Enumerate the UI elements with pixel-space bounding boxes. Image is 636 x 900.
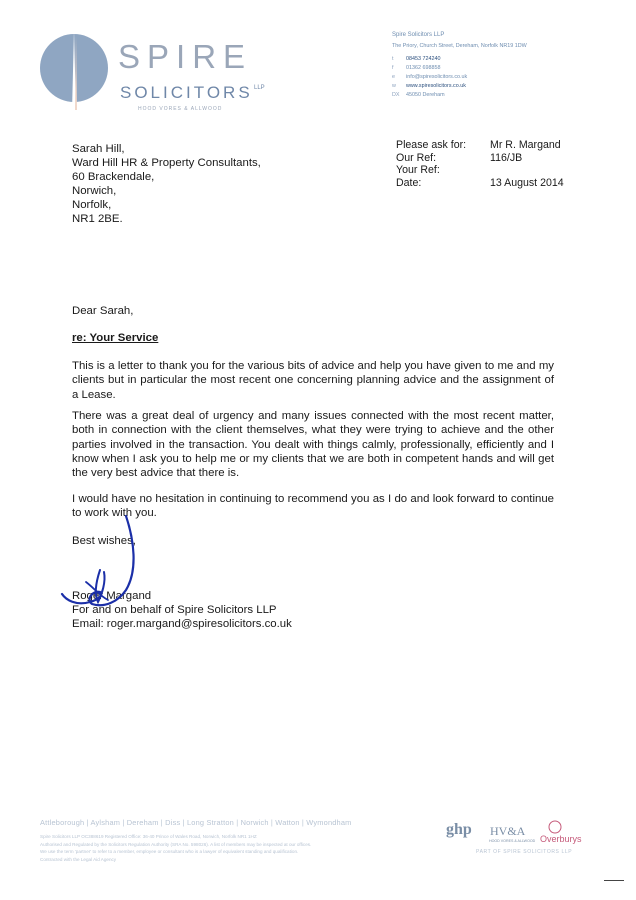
reference-label: Your Ref: xyxy=(396,164,440,177)
part-of-note: PART OF SPIRE SOLICITORS LLP xyxy=(476,849,573,855)
contact-label: e xyxy=(392,74,395,81)
contact-row xyxy=(392,55,622,64)
contact-row xyxy=(392,91,622,100)
overburys-emblem-icon xyxy=(547,820,563,834)
signatory-name: Roger Margand xyxy=(72,590,152,602)
firm-name: Spire Solicitors LLP xyxy=(392,32,445,38)
contact-block xyxy=(392,32,622,100)
signatory-email: Email: roger.margand@spiresolicitors.co.uk xyxy=(72,618,292,630)
recipient-line: 60 Brackendale, xyxy=(72,171,155,183)
recipient-line: Ward Hill HR & Property Consultants, xyxy=(72,157,261,169)
contact-value: www.spiresolicitors.co.uk xyxy=(406,83,466,90)
brand-suffix: LLP xyxy=(254,85,265,91)
reference-value: Mr R. Margand xyxy=(490,139,561,151)
reference-row xyxy=(396,152,564,165)
brand-wordmark-sub: SOLICITORS xyxy=(120,83,253,102)
contact-value: 08453 724240 xyxy=(406,56,441,63)
regulatory-note-line: We use the term 'partner' to refer to a member, employee or consultant who is a lawyer of equivalent standing and qualification. xyxy=(40,849,299,854)
contact-label: DX xyxy=(392,92,400,99)
ghp-logo: ghp xyxy=(446,821,472,838)
subject-line: re: Your Service xyxy=(72,332,159,344)
signatory-on-behalf: For and on behalf of Spire Solicitors LLP xyxy=(72,604,277,616)
contact-row xyxy=(392,82,622,91)
contact-row xyxy=(392,73,622,82)
firm-address: The Priory, Church Street, Dereham, Norfolk NR19 1DW xyxy=(392,43,527,49)
contact-value: 45050 Dereham xyxy=(406,92,445,99)
contact-list xyxy=(392,55,622,100)
recipient-line: Norwich, xyxy=(72,185,117,197)
reference-label: Date: xyxy=(396,176,422,189)
contact-value: info@spiresolicitors.co.uk xyxy=(406,74,468,81)
recipient-line: NR1 2BE. xyxy=(72,213,123,225)
reference-value: 116/JB xyxy=(490,151,523,164)
recipient-line: Norfolk, xyxy=(72,199,112,211)
reference-value: 13 August 2014 xyxy=(490,176,564,189)
contact-row xyxy=(392,64,622,73)
handwritten-signature-icon xyxy=(56,510,166,620)
reference-label: Our Ref: xyxy=(396,151,437,164)
reference-row xyxy=(396,164,564,177)
contact-value: 01362 698858 xyxy=(406,65,441,72)
brand-tagline: HOOD VORES & ALLWOOD xyxy=(138,106,223,112)
reference-row xyxy=(396,139,564,152)
reference-block xyxy=(396,139,564,189)
closing: Best wishes, xyxy=(72,535,136,547)
recipient-line: Sarah Hill, xyxy=(72,143,125,155)
body-paragraph: There was a great deal of urgency and many issues connected with the most recent matter, both in connection with the client themselves, what they were trying to achieve and the other parties involved in the transaction. You dealt with things calmly, professionally, efficiently and I know when I ask you to help me or my clients that we are both in competent hands and will get the very best advice that there is. xyxy=(72,410,554,480)
hva-logo: HV&A xyxy=(490,824,526,838)
contact-label: t xyxy=(392,56,394,63)
spire-logo-icon xyxy=(36,26,112,116)
regulatory-note-line: Spire Solicitors LLP OC388619 Registered Office: 36-40 Prince of Wales Road, Norwich, Norfolk NR1 1HZ xyxy=(40,834,257,839)
regulatory-note-line: Authorised and Regulated by the Solicitors Regulation Authority (SRA No. 598026). A list of members may be inspected at our offices. xyxy=(40,841,312,847)
body-paragraph: I would have no hesitation in continuing to recommend you as I do and look forward to continue to work with you. xyxy=(72,493,554,520)
brand-wordmark: SPIRE xyxy=(118,38,253,75)
regulatory-notes xyxy=(40,833,420,863)
office-list: Attleborough | Aylsham | Dereham | Diss | Long Stratton | Norwich | Watton | Wymondham xyxy=(40,818,352,827)
regulatory-note-line: Contracted with the Legal Aid Agency xyxy=(40,856,117,862)
contact-label: w xyxy=(392,83,396,90)
reference-row xyxy=(396,177,564,190)
scan-edge-mark xyxy=(604,880,624,881)
hva-logo-sub: HOOD VORES & ALLWOOD xyxy=(489,839,536,843)
body-paragraph: This is a letter to thank you for the various bits of advice and help you have given to me and my clients but in particular the most recent one concerning planning advice and the assignment of a Lease. xyxy=(72,360,554,401)
recipient-address xyxy=(72,142,261,226)
reference-label: Please ask for: xyxy=(396,139,467,151)
contact-label: f xyxy=(392,65,394,72)
salutation: Dear Sarah, xyxy=(72,305,134,317)
overburys-logo: Overburys xyxy=(540,834,582,844)
